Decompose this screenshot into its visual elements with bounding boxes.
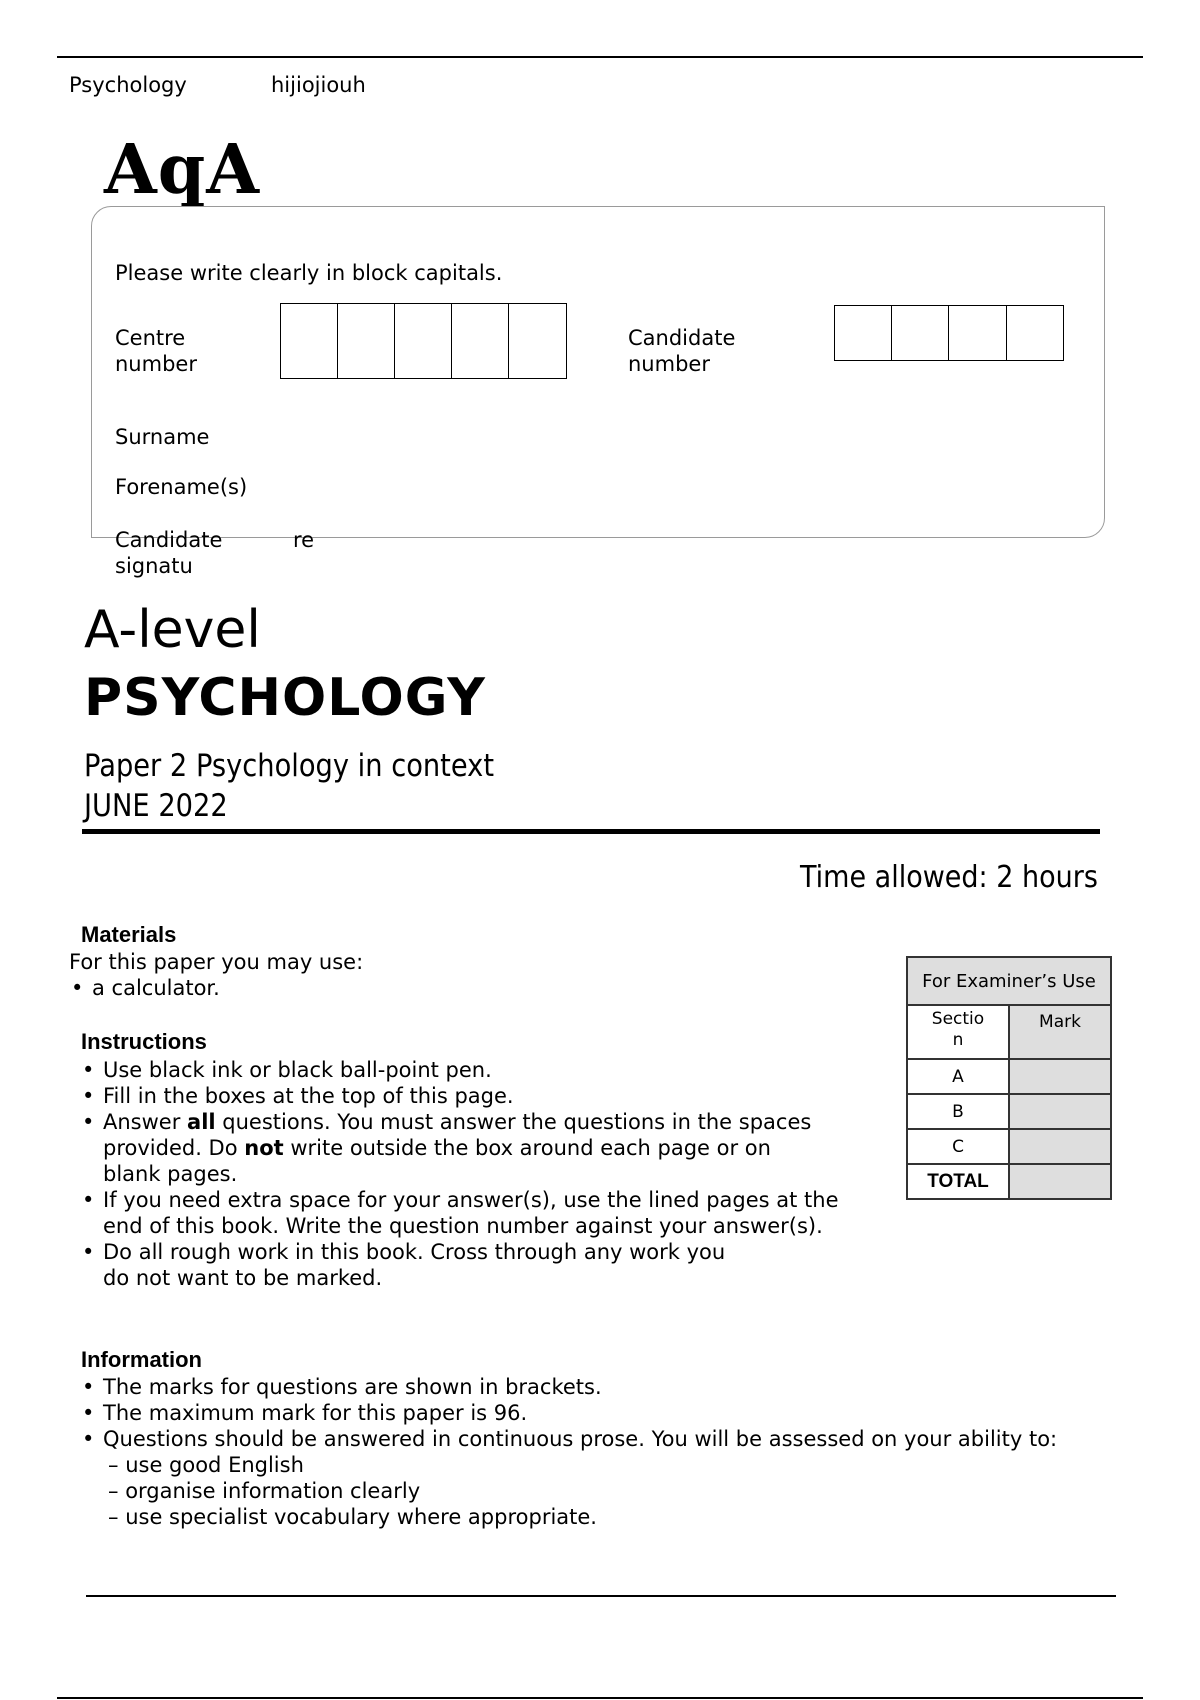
information-heading: Information [81, 1347, 202, 1372]
surname-label: Surname [115, 425, 210, 449]
section-column-header: Sectio n [907, 1005, 1009, 1059]
instructions-heading: Instructions [81, 1029, 207, 1054]
centre-number-boxes [280, 303, 567, 379]
time-allowed: Time allowed: 2 hours [800, 860, 1098, 895]
section-row-label: A [907, 1059, 1009, 1094]
materials-heading: Materials [81, 922, 177, 947]
candidate-number-box[interactable] [892, 306, 949, 360]
section-row-label: B [907, 1094, 1009, 1129]
information-subitem: – organise information clearly [108, 1478, 1140, 1504]
exam-date: JUNE 2022 [84, 788, 228, 824]
materials-intro: For this paper you may use: [69, 950, 364, 974]
instruction-item: • Use black ink or black ball-point pen. [80, 1057, 840, 1083]
candidate-number-label: Candidate number [628, 326, 736, 376]
information-item: • Questions should be answered in continuous prose. You will be assessed on your ability to: [80, 1426, 1140, 1452]
materials-item: • a calculator. [69, 975, 769, 1001]
block-capitals-instruction: Please write clearly in block capitals. [115, 261, 503, 285]
aqa-logo: AqA [104, 130, 261, 210]
total-label: TOTAL [907, 1164, 1009, 1199]
qualification-level: A-level [84, 600, 261, 660]
instruction-item: • If you need extra space for your answer(s), use the lined pages at the end of this book. Write the question number against your answer(s). [80, 1187, 840, 1239]
header-code: hijiojiouh [271, 73, 366, 97]
bottom-rule [57, 1697, 1143, 1699]
top-rule [57, 56, 1143, 58]
information-subitem: – use specialist vocabulary where appropriate. [108, 1504, 1140, 1530]
information-item: • The maximum mark for this paper is 96. [80, 1400, 1140, 1426]
section-mark-cell[interactable] [1009, 1059, 1111, 1094]
candidate-number-box[interactable] [949, 306, 1007, 360]
candidate-number-boxes [834, 305, 1064, 361]
centre-number-box[interactable] [281, 304, 338, 378]
instruction-item: • Fill in the boxes at the top of this page. [80, 1083, 840, 1109]
title-rule [82, 829, 1100, 834]
candidate-number-box[interactable] [1007, 306, 1063, 360]
centre-number-box[interactable] [338, 304, 395, 378]
total-mark-cell[interactable] [1009, 1164, 1111, 1199]
paper-title: Paper 2 Psychology in context [84, 748, 495, 784]
materials-section [69, 949, 769, 1001]
information-item: • The marks for questions are shown in brackets. [80, 1374, 1140, 1400]
footer-rule [86, 1595, 1116, 1597]
instruction-item: • Do all rough work in this book. Cross through any work you do not want to be marked. [80, 1239, 840, 1291]
instruction-item: • Answer all questions. You must answer the questions in the spaces provided. Do not write outside the box around each page or on blank pages. [80, 1109, 840, 1187]
centre-number-label: Centre number [115, 326, 197, 376]
examiner-table-title: For Examiner’s Use [907, 957, 1111, 1005]
examiner-use-table [906, 956, 1112, 1200]
centre-number-box[interactable] [395, 304, 452, 378]
information-list [80, 1374, 1140, 1530]
header-subject: Psychology [69, 73, 187, 97]
instructions-list [80, 1057, 840, 1291]
candidate-number-box[interactable] [835, 306, 892, 360]
forenames-label: Forename(s) [115, 475, 248, 499]
centre-number-box[interactable] [452, 304, 509, 378]
section-row-label: C [907, 1129, 1009, 1164]
centre-number-box[interactable] [509, 304, 566, 378]
information-subitem: – use good English [108, 1452, 1140, 1478]
subject-title: PSYCHOLOGY [84, 668, 486, 728]
signature-label-suffix: re [293, 528, 315, 552]
signature-label: Candidate signatu [115, 528, 223, 578]
mark-column-header: Mark [1009, 1005, 1111, 1059]
section-mark-cell[interactable] [1009, 1129, 1111, 1164]
section-mark-cell[interactable] [1009, 1094, 1111, 1129]
